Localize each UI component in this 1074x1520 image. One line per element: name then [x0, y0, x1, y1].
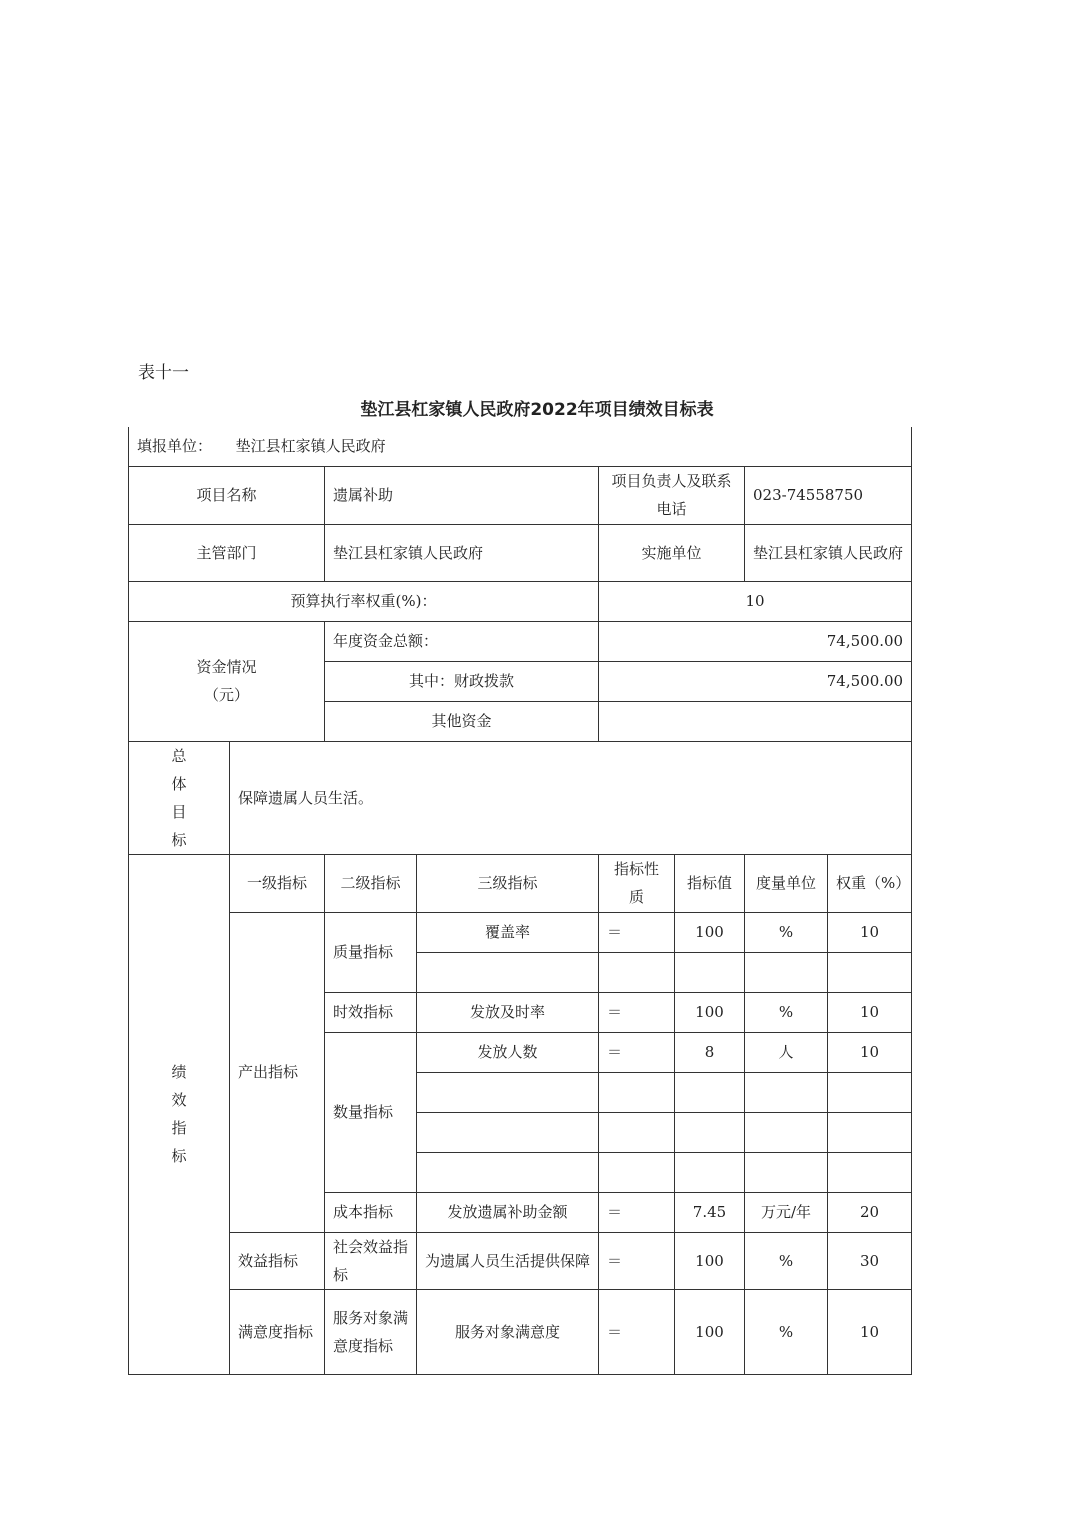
performance-target-table [128, 427, 912, 1375]
table-row [129, 1232, 912, 1289]
weight-cell: 20 [828, 1192, 912, 1232]
level1-output: 产出指标 [230, 912, 325, 1232]
weight-cell: 10 [828, 1289, 912, 1374]
level2-cell: 社会效益指标 [325, 1232, 417, 1289]
budget-weight-label: 预算执行率权重(%)： [129, 581, 599, 621]
budget-weight-row [129, 581, 912, 621]
header-cell: 权重（%） [828, 854, 912, 912]
fiscal-label: 其中：财政拨款 [325, 661, 599, 701]
value-cell [675, 952, 745, 992]
overall-goal-value: 保障遗属人员生活。 [230, 741, 912, 854]
level3-cell: 覆盖率 [417, 912, 599, 952]
weight-cell [828, 1112, 912, 1152]
project-name-label: 项目名称 [129, 466, 325, 524]
nature-cell [599, 952, 675, 992]
contact-value: 023-74558750 [745, 466, 912, 524]
value-cell: 100 [675, 992, 745, 1032]
budget-weight-value: 10 [599, 581, 912, 621]
weight-cell: 10 [828, 912, 912, 952]
nature-cell: ＝ [599, 1192, 675, 1232]
weight-cell: 30 [828, 1232, 912, 1289]
dept-label: 主管部门 [129, 524, 325, 581]
contact-label: 项目负责人及联系电话 [599, 466, 745, 524]
other-funds-label: 其他资金 [325, 701, 599, 741]
weight-cell: 10 [828, 1032, 912, 1072]
level2-cell: 时效指标 [325, 992, 417, 1032]
level2-cell: 数量指标 [325, 1032, 417, 1192]
perf-section-label: 绩 效 指 标 [129, 854, 230, 1374]
funds-label-line1: 资金情况 [196, 658, 257, 676]
fiscal-value: 74,500.00 [599, 661, 912, 701]
impl-value: 垫江县杠家镇人民政府 [745, 524, 912, 581]
fill-unit-value: 垫江县杠家镇人民政府 [235, 437, 386, 456]
value-cell: 100 [675, 1289, 745, 1374]
unit-cell: % [745, 1289, 828, 1374]
level3-cell: 服务对象满意度 [417, 1289, 599, 1374]
unit-cell [745, 952, 828, 992]
overall-goal-row [129, 741, 912, 854]
value-cell [675, 1072, 745, 1112]
unit-cell: 人 [745, 1032, 828, 1072]
project-name-value: 遗属补助 [325, 466, 599, 524]
level2-cell: 质量指标 [325, 912, 417, 992]
unit-cell: % [745, 1232, 828, 1289]
nature-cell: ＝ [599, 1232, 675, 1289]
nature-cell: ＝ [599, 912, 675, 952]
level3-cell [417, 1112, 599, 1152]
level3-cell: 发放人数 [417, 1032, 599, 1072]
value-cell [675, 1152, 745, 1192]
unit-cell: 万元/年 [745, 1192, 828, 1232]
dept-row [129, 524, 912, 581]
project-name-row [129, 466, 912, 524]
unit-cell: % [745, 992, 828, 1032]
nature-cell [599, 1112, 675, 1152]
unit-cell [745, 1152, 828, 1192]
level3-cell [417, 1152, 599, 1192]
level3-cell [417, 952, 599, 992]
unit-cell [745, 1112, 828, 1152]
header-cell: 度量单位 [745, 854, 828, 912]
header-cell: 三级指标 [417, 854, 599, 912]
value-cell: 100 [675, 912, 745, 952]
table-row [129, 912, 912, 952]
level3-cell [417, 1072, 599, 1112]
overall-goal-label: 总 体 目 标 [129, 741, 230, 854]
table-number-label: 表十一 [138, 363, 189, 383]
nature-cell [599, 1072, 675, 1112]
weight-cell [828, 1152, 912, 1192]
dept-value: 垫江县杠家镇人民政府 [325, 524, 599, 581]
level3-cell: 发放遗属补助金额 [417, 1192, 599, 1232]
header-cell: 一级指标 [230, 854, 325, 912]
fill-unit-label: 填报单位： [137, 437, 213, 456]
weight-cell [828, 1072, 912, 1112]
annual-total-label: 年度资金总额： [325, 621, 599, 661]
nature-cell: ＝ [599, 1032, 675, 1072]
value-cell [675, 1112, 745, 1152]
value-cell: 8 [675, 1032, 745, 1072]
fill-unit-row [129, 427, 912, 466]
level3-cell: 为遗属人员生活提供保障 [417, 1232, 599, 1289]
nature-cell: ＝ [599, 1289, 675, 1374]
weight-cell: 10 [828, 992, 912, 1032]
unit-cell [745, 1072, 828, 1112]
value-cell: 100 [675, 1232, 745, 1289]
weight-cell [828, 952, 912, 992]
header-cell: 指标性质 [599, 854, 675, 912]
other-funds-value [599, 701, 912, 741]
value-cell: 7.45 [675, 1192, 745, 1232]
level1-benefit: 效益指标 [230, 1232, 325, 1289]
level2-cell: 服务对象满意度指标 [325, 1289, 417, 1374]
header-cell: 指标值 [675, 854, 745, 912]
impl-label: 实施单位 [599, 524, 745, 581]
document-title: 垫江县杠家镇人民政府2022年项目绩效目标表 [360, 400, 714, 420]
annual-total-row [129, 621, 912, 661]
header-cell: 二级指标 [325, 854, 417, 912]
funds-label-line2: （元） [203, 686, 249, 704]
level3-cell: 发放及时率 [417, 992, 599, 1032]
unit-cell: % [745, 912, 828, 952]
nature-cell: ＝ [599, 992, 675, 1032]
funds-label [129, 621, 325, 741]
nature-cell [599, 1152, 675, 1192]
level2-cell: 成本指标 [325, 1192, 417, 1232]
table-row [129, 1289, 912, 1374]
perf-header-row [129, 854, 912, 912]
annual-total-value: 74,500.00 [599, 621, 912, 661]
level1-satisfaction: 满意度指标 [230, 1289, 325, 1374]
